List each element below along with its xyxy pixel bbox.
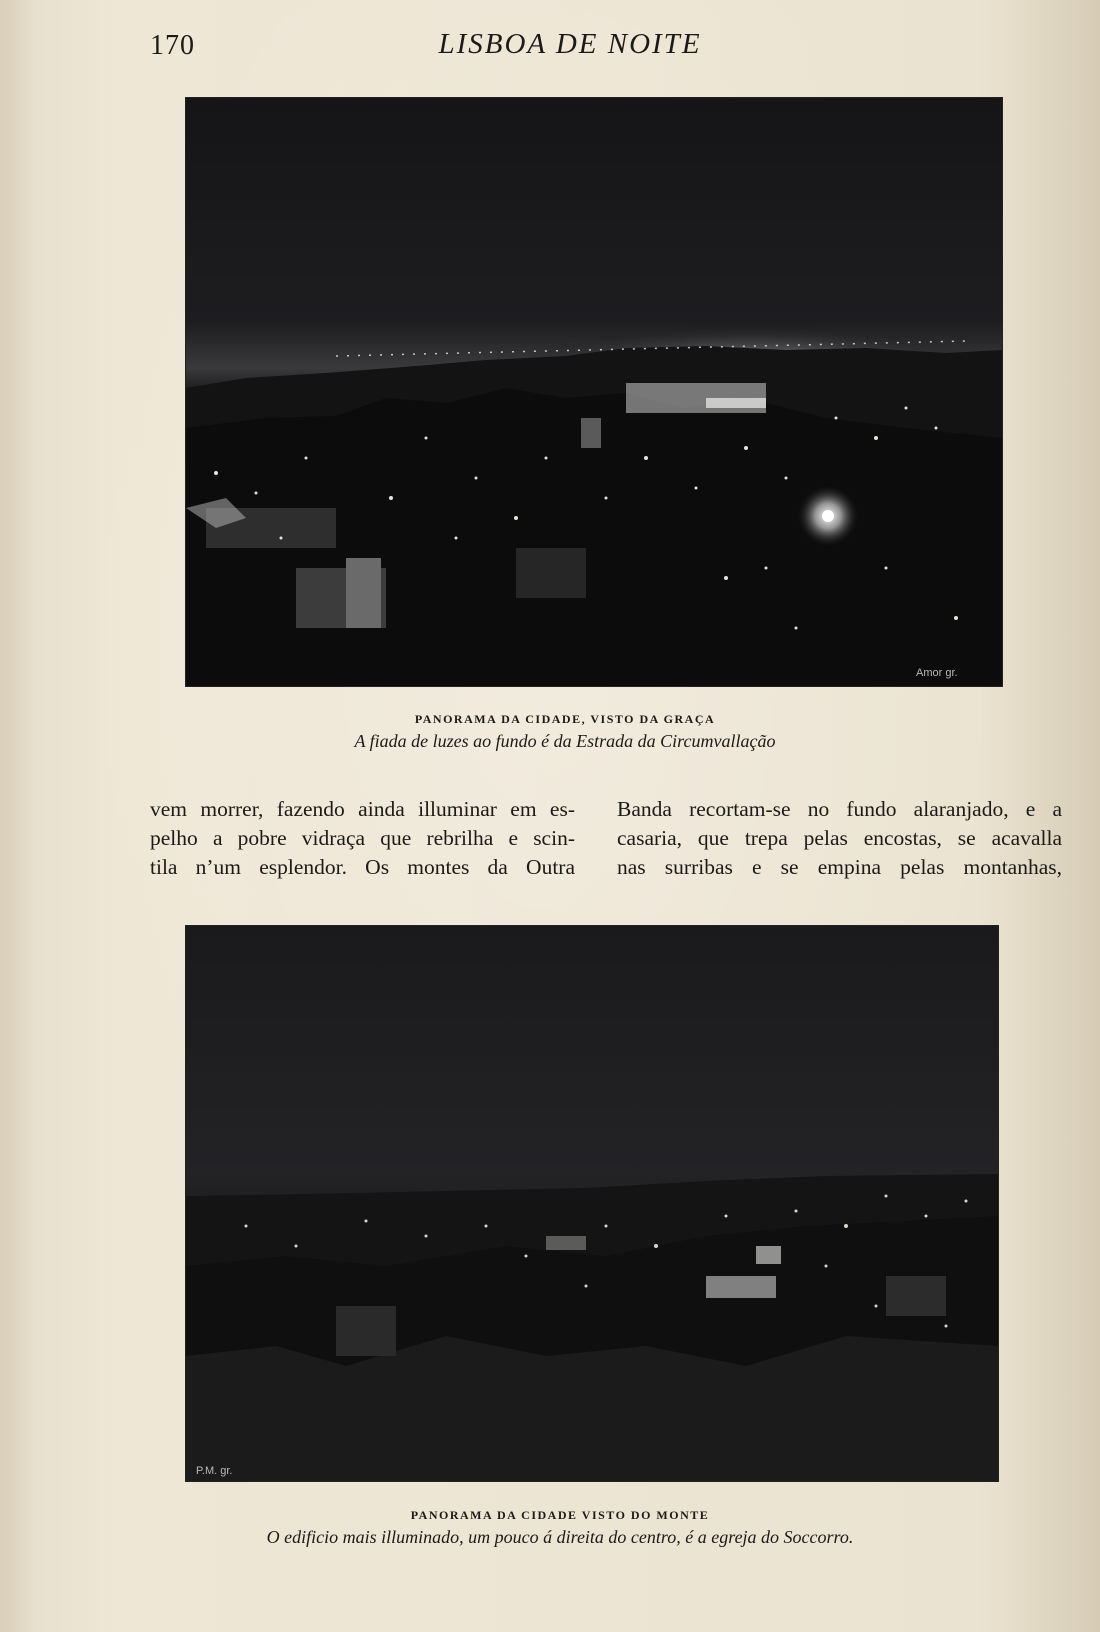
- running-title: LISBOA DE NOITE: [438, 28, 702, 60]
- figure-title: PANORAMA DA CIDADE VISTO DO MONTE: [410, 1508, 710, 1522]
- text-line: vem morrer, fazendo ainda illuminar em es-: [150, 797, 575, 821]
- text-line: nas surribas e se empina pelas montanhas,: [617, 855, 1062, 879]
- text-column-left: [150, 795, 575, 882]
- figure-description: A fiada de luzes ao fundo é da Estrada da Circumvallação: [354, 731, 776, 751]
- text-line: tila n’um esplendor. Os montes da Outra: [150, 855, 575, 879]
- text-line: casaria, que trepa pelas encostas, se acavalla: [617, 826, 1062, 850]
- page-header: [0, 28, 1100, 68]
- figure-caption: [0, 1508, 1100, 1548]
- figure-description: O edificio mais illuminado, um pouco á direita do centro, é a egreja do Soccorro.: [266, 1527, 854, 1547]
- figure-title: PANORAMA DA CIDADE, VISTO DA GRAÇA: [414, 712, 716, 726]
- page-number: 170: [150, 30, 195, 61]
- text-line: pelho a pobre vidraça que rebrilha e scin-: [150, 826, 575, 850]
- photo-signature: P.M. gr.: [196, 1465, 233, 1477]
- figure-caption: [0, 712, 1100, 752]
- text-line: Banda recortam-se no fundo alaranjado, e a: [617, 797, 1062, 821]
- photo-signature: Amor gr.: [916, 667, 958, 679]
- text-column-right: [617, 795, 1062, 882]
- photo-panorama-monte: [185, 925, 999, 1482]
- photo-panorama-graca: [185, 97, 1003, 687]
